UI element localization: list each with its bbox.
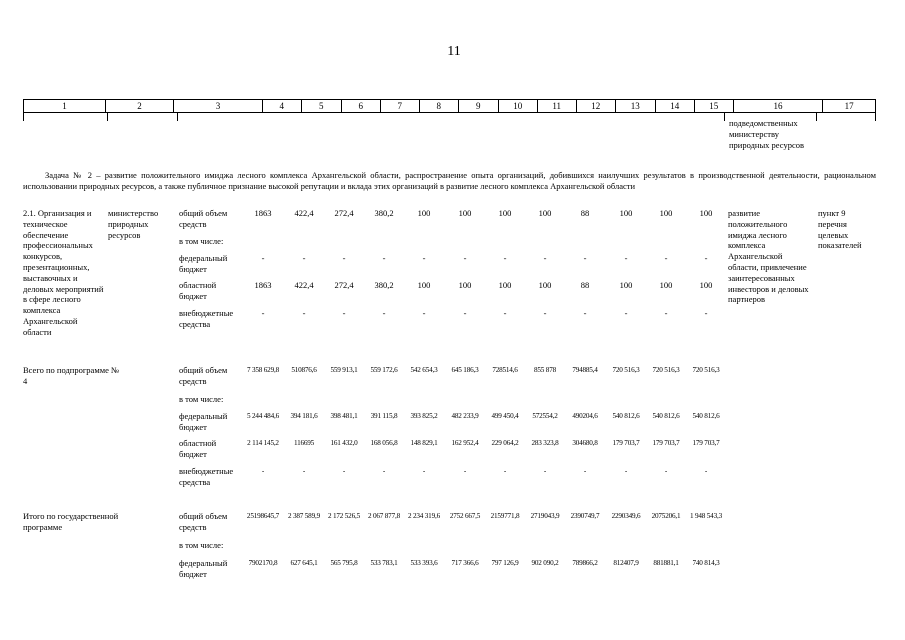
value-cell: 2390749,7 [570, 512, 600, 520]
activity-name: 2.1. Организация и техническое обеспечение профессиональных конкурсов, презентационных, выставочных и деловых мероприятий в сфере лесного комплекса Архангельской области [23, 208, 104, 337]
subprogram-total-label: Всего по подпрограмме № 4 [23, 365, 120, 386]
value-cell: 100 [417, 280, 431, 290]
value-cell: 7 358 629,8 [247, 366, 279, 374]
source-label: федеральный бюджет [179, 253, 228, 274]
value-cell: 422,4 [294, 208, 314, 218]
value-cell: 482 233,9 [451, 412, 479, 420]
header-col-16: 16 [734, 100, 824, 112]
value-cell: 645 186,3 [451, 366, 479, 374]
value-cell: 88 [580, 280, 590, 290]
value-cell: 540 812,6 [612, 412, 640, 420]
header-col-11: 11 [538, 100, 577, 112]
header-col-13: 13 [616, 100, 656, 112]
value-cell: - [342, 253, 346, 263]
table-rule [816, 113, 817, 121]
value-cell: 5 244 484,6 [247, 412, 279, 420]
value-cell: 2752 667,5 [449, 512, 481, 520]
value-cell: 116695 [293, 439, 315, 447]
value-cell: 720 516,3 [652, 366, 680, 374]
source-label: общий объем средств [179, 511, 228, 532]
value-cell: 398 481,1 [330, 412, 358, 420]
value-cell: 540 812,6 [692, 412, 720, 420]
value-cell: - [543, 467, 547, 475]
target-indicator-ref: пункт 9 перечня целевых показателей [818, 208, 862, 251]
value-cell: - [422, 308, 426, 318]
value-cell: 100 [538, 208, 552, 218]
value-cell: - [543, 308, 547, 318]
header-col-7: 7 [381, 100, 420, 112]
value-cell: 510876,6 [291, 366, 317, 374]
value-cell: 812407,9 [613, 559, 639, 567]
value-cell: - [342, 308, 346, 318]
source-label: общий объем средств [179, 365, 228, 386]
header-col-14: 14 [656, 100, 695, 112]
value-cell: 740 814,3 [692, 559, 720, 567]
source-label: областной бюджет [179, 438, 217, 459]
value-cell: 540 812,6 [652, 412, 680, 420]
value-cell: - [261, 253, 265, 263]
value-cell: 1 948 543,3 [690, 512, 722, 520]
header-col-1: 1 [24, 100, 106, 112]
value-cell: 100 [699, 280, 713, 290]
value-cell: 161 432,0 [330, 439, 358, 447]
value-cell: 179 703,7 [652, 439, 680, 447]
value-cell: 88 [580, 208, 590, 218]
value-cell: - [463, 308, 467, 318]
value-cell: 100 [619, 280, 633, 290]
header-col-8: 8 [420, 100, 459, 112]
value-cell: - [503, 253, 507, 263]
value-cell: - [503, 467, 507, 475]
value-cell: 720 516,3 [692, 366, 720, 374]
value-cell: 7902170,8 [248, 559, 278, 567]
source-label: в том числе: [179, 540, 224, 550]
value-cell: - [664, 253, 668, 263]
value-cell: - [422, 467, 426, 475]
header-col-6: 6 [342, 100, 381, 112]
source-label: внебюджетные средства [179, 308, 234, 329]
value-cell: 2 067 877,8 [368, 512, 400, 520]
table-rule [107, 113, 108, 121]
page-number: 11 [447, 44, 461, 59]
value-cell: 542 654,3 [410, 366, 438, 374]
source-label: внебюджетные средства [179, 466, 234, 487]
header-col-2: 2 [106, 100, 174, 112]
value-cell: 304680,8 [572, 439, 598, 447]
value-cell: 100 [458, 280, 472, 290]
value-cell: 148 829,1 [410, 439, 438, 447]
value-cell: 720 516,3 [612, 366, 640, 374]
value-cell: - [664, 308, 668, 318]
value-cell: 2 387 589,9 [288, 512, 320, 520]
value-cell: 728514,6 [492, 366, 518, 374]
value-cell: - [583, 308, 587, 318]
value-cell: - [503, 308, 507, 318]
value-cell: - [382, 253, 386, 263]
value-cell: - [704, 308, 708, 318]
value-cell: - [302, 467, 306, 475]
value-cell: 1863 [254, 280, 272, 290]
value-cell: 394 181,6 [290, 412, 318, 420]
value-cell: 283 323,8 [531, 439, 559, 447]
value-cell: 794885,4 [572, 366, 598, 374]
value-cell: 490204,6 [572, 412, 598, 420]
value-cell: - [302, 308, 306, 318]
value-cell: 2 172 526,5 [328, 512, 360, 520]
source-label: федеральный бюджет [179, 411, 228, 432]
value-cell: - [342, 467, 346, 475]
value-cell: 100 [458, 208, 472, 218]
table-rule [177, 113, 178, 121]
value-cell: 100 [619, 208, 633, 218]
value-cell: 162 952,4 [451, 439, 479, 447]
value-cell: 559 172,6 [370, 366, 398, 374]
value-cell: 565 795,8 [330, 559, 358, 567]
header-col-15: 15 [695, 100, 734, 112]
header-col-4: 4 [263, 100, 302, 112]
value-cell: 100 [538, 280, 552, 290]
value-cell: - [624, 467, 628, 475]
value-cell: - [261, 467, 265, 475]
source-label: федеральный бюджет [179, 558, 228, 579]
value-cell: 168 056,8 [370, 439, 398, 447]
source-label: в том числе: [179, 394, 224, 404]
value-cell: - [261, 308, 265, 318]
value-cell: 422,4 [294, 280, 314, 290]
value-cell: 272,4 [334, 280, 354, 290]
value-cell: 559 913,1 [330, 366, 358, 374]
value-cell: 855 878 [534, 366, 556, 374]
value-cell: 100 [417, 208, 431, 218]
value-cell: - [382, 308, 386, 318]
value-cell: 533 783,1 [370, 559, 398, 567]
value-cell: 100 [699, 208, 713, 218]
value-cell: 2290349,6 [611, 512, 641, 520]
value-cell: 2159771,8 [490, 512, 520, 520]
value-cell: 25198645,7 [246, 512, 280, 520]
value-cell: - [664, 467, 668, 475]
header-col-10: 10 [499, 100, 538, 112]
value-cell: 391 115,8 [370, 412, 398, 420]
value-cell: - [704, 253, 708, 263]
program-total-label: Итого по государственной программе [23, 511, 119, 532]
value-cell: 797 126,9 [491, 559, 519, 567]
source-label: в том числе: [179, 236, 224, 246]
value-cell: 902 090,2 [531, 559, 559, 567]
value-cell: - [624, 308, 628, 318]
value-cell: - [704, 467, 708, 475]
value-cell: - [624, 253, 628, 263]
value-cell: - [382, 467, 386, 475]
value-cell: 100 [659, 208, 673, 218]
value-cell: - [583, 467, 587, 475]
responsible-executor: министерство природных ресурсов [108, 208, 159, 240]
value-cell: 272,4 [334, 208, 354, 218]
value-cell: 100 [498, 208, 512, 218]
value-cell: 179 703,7 [692, 439, 720, 447]
value-cell: 2075206,1 [651, 512, 681, 520]
carry-over-text: подведомственных министерству природных ресурсов [729, 118, 804, 150]
value-cell: 572554,2 [532, 412, 558, 420]
value-cell: - [463, 467, 467, 475]
value-cell: 100 [498, 280, 512, 290]
value-cell: 499 450,4 [491, 412, 519, 420]
source-label: областной бюджет [179, 280, 217, 301]
value-cell: 789866,2 [572, 559, 598, 567]
value-cell: 717 366,6 [451, 559, 479, 567]
value-cell: 100 [659, 280, 673, 290]
value-cell: 2719043,9 [530, 512, 560, 520]
value-cell: 179 703,7 [612, 439, 640, 447]
header-col-3: 3 [174, 100, 263, 112]
value-cell: 1863 [254, 208, 272, 218]
column-number-header [23, 99, 876, 113]
value-cell: - [422, 253, 426, 263]
value-cell: 229 064,2 [491, 439, 519, 447]
value-cell: 627 645,1 [290, 559, 318, 567]
value-cell: 380,2 [374, 280, 394, 290]
value-cell: 380,2 [374, 208, 394, 218]
table-rule [875, 113, 876, 121]
value-cell: - [543, 253, 547, 263]
value-cell: - [302, 253, 306, 263]
value-cell: 2 234 319,6 [408, 512, 440, 520]
header-col-5: 5 [302, 100, 342, 112]
value-cell: - [583, 253, 587, 263]
table-rule [23, 113, 24, 121]
source-label: общий объем средств [179, 208, 228, 229]
value-cell: - [463, 253, 467, 263]
value-cell: 393 825,2 [410, 412, 438, 420]
value-cell: 2 114 145,2 [247, 439, 279, 447]
table-rule [724, 113, 725, 121]
task-heading: Задача № 2 – развитие положительного имиджа лесного комплекса Архангельской области, распространение опыта организаций, добившихся наилучших результатов в производственной деятельности, рациональном использовании природных ресурсов, а также публичное признание высокой репутации и вклада этих организаций в развитие лесного комплекса Архангельской области [23, 170, 876, 191]
header-col-17: 17 [844, 101, 854, 111]
header-col-9: 9 [459, 100, 499, 112]
value-cell: 533 393,6 [410, 559, 438, 567]
value-cell: 881881,1 [653, 559, 679, 567]
header-col-12: 12 [577, 100, 616, 112]
expected-result: развитие положительного имиджа лесного комплекса Архангельской области, привлечение заинтересованных инвесторов и деловых партнеров [728, 208, 809, 305]
